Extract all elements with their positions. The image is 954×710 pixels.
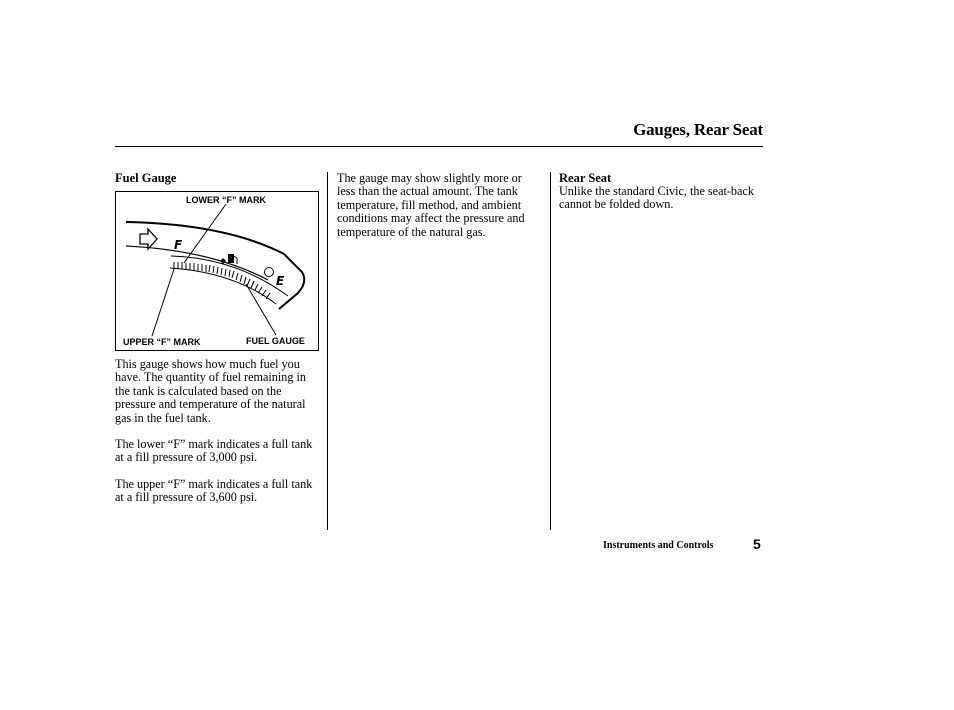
paragraph-lower-f-mark: The lower “F” mark indicates a full tank at a fill pressure of 3,000 psi.: [115, 437, 313, 465]
page-title: Gauges, Rear Seat: [633, 120, 763, 139]
fuel-gauge-heading: Fuel Gauge: [115, 171, 177, 185]
page-number: 5: [753, 536, 761, 552]
full-f-symbol: F: [174, 238, 183, 252]
header-rule: [115, 146, 763, 147]
fuel-gauge-figure: [115, 191, 319, 351]
fuel-gauge-label: FUEL GAUGE: [246, 336, 305, 346]
fuel-gauge-illustration: [116, 192, 318, 350]
column-separator-1: [327, 172, 328, 530]
rear-seat-body: Unlike the standard Civic, the seat-back cannot be folded down.: [559, 184, 754, 212]
column-separator-2: [550, 172, 551, 530]
empty-e-symbol: E: [276, 274, 285, 288]
lower-f-mark-label: LOWER “F” MARK: [186, 195, 266, 205]
rear-seat-heading: Rear Seat: [559, 171, 612, 185]
upper-f-mark-label: UPPER “F” MARK: [123, 337, 201, 347]
footer-section-title: Instruments and Controls: [603, 540, 714, 551]
left-body: [115, 358, 321, 505]
paragraph-gauge-description: This gauge shows how much fuel you have. The quantity of fuel remaining in the tank is calculated based on the pressure and temperature of the natural gas in the fuel tank.: [115, 357, 306, 425]
paragraph-upper-f-mark: The upper “F” mark indicates a full tank at a fill pressure of 3,600 psi.: [115, 476, 313, 505]
arrow-icon: [140, 229, 157, 249]
fuel-pump-icon: [228, 254, 237, 264]
middle-body: The gauge may show slightly more or less than the actual amount. The tank temperature, fill method, and ambient conditions may affect the pressure and temperature of the natural gas.: [337, 171, 525, 239]
